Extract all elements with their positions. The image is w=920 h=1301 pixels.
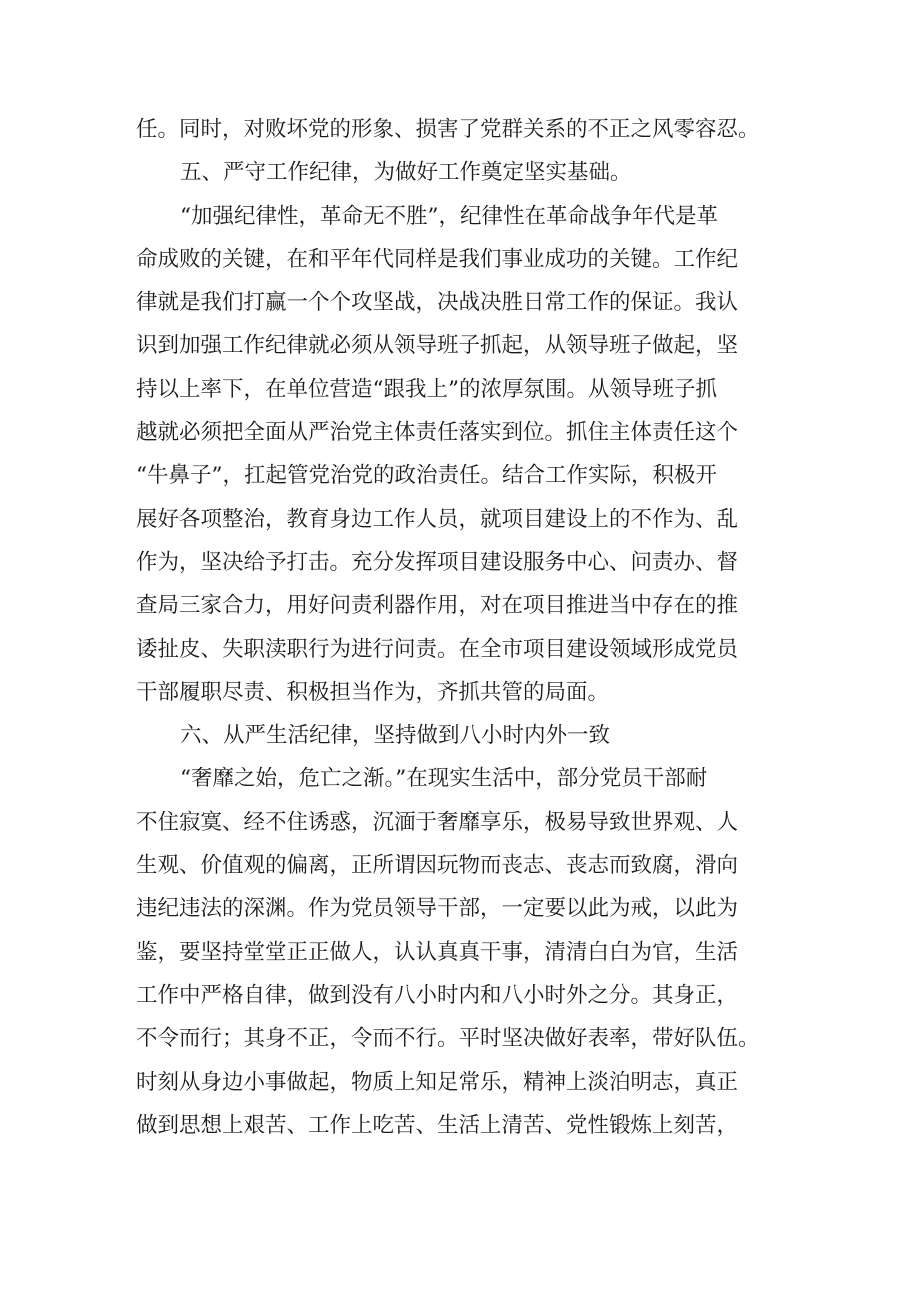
paragraph-line: 工作中严格自律，做到没有八小时内和八小时外之分。其身正， <box>136 982 739 1008</box>
paragraph-line: 不令而行；其身不正，令而不行。平时坚决做好表率，带好队伍。 <box>136 1026 760 1052</box>
paragraph-line: 任。同时，对败坏党的形象、损害了党群关系的不正之风零容忍。 <box>136 117 760 142</box>
paragraph-line: “牛鼻子”，扛起管党治党的政治责任。结合工作实际，积极开 <box>136 463 717 489</box>
paragraph-line: 生观、价值观的偏离，正所谓因玩物而丧志、丧志而致腐，滑向 <box>136 853 739 879</box>
paragraph-line: 展好各项整治，教育身边工作人员，就项目建设上的不作为、乱 <box>136 506 739 532</box>
paragraph-line: 识到加强工作纪律就必须从领导班子抓起，从领导班子做起，坚 <box>136 333 739 359</box>
paragraph-line: 不住寂寞、经不住诱惑，沉湎于奢靡享乐，极易导致世界观、人 <box>136 809 739 835</box>
paragraph-line: 持以上率下，在单位营造“跟我上”的浓厚氛围。从领导班子抓 <box>136 376 717 402</box>
paragraph-line: 查局三家合力，用好问责利器作用，对在项目推进当中存在的推 <box>136 593 739 619</box>
paragraph-line: “加强纪律性，革命无不胜”，纪律性在革命战争年代是革 <box>180 203 718 229</box>
paragraph-line: 诿扯皮、失职渎职行为进行问责。在全市项目建设领域形成党员 <box>136 636 739 662</box>
document-body <box>136 108 796 1147</box>
paragraph-line: 干部履职尽责、积极担当作为，齐抓共管的局面。 <box>136 679 610 705</box>
paragraph-line: 违纪违法的深渊。作为党员领导干部，一定要以此为戒，以此为 <box>136 896 739 922</box>
paragraph-line: 越就必须把全面从严治党主体责任落实到位。抓住主体责任这个 <box>136 420 739 446</box>
paragraph-line: 律就是我们打赢一个个攻坚战，决战决胜日常工作的保证。我认 <box>136 290 739 316</box>
section-heading: 五、严守工作纪律，为做好工作奠定坚实基础。 <box>180 160 632 186</box>
paragraph-line: 时刻从身边小事做起，物质上知足常乐，精神上淡泊明志，真正 <box>136 1069 739 1095</box>
paragraph-line: “奢靡之始，危亡之渐。”在现实生活中，部分党员干部耐 <box>180 766 708 792</box>
paragraph-line: 作为，坚决给予打击。充分发挥项目建设服务中心、问责办、督 <box>136 549 739 575</box>
paragraph-line: 命成败的关键，在和平年代同样是我们事业成功的关键。工作纪 <box>136 246 739 272</box>
paragraph-line: 鉴，要坚持堂堂正正做人，认认真真干事，清清白白为官，生活 <box>136 939 739 965</box>
section-heading: 六、从严生活纪律，坚持做到八小时内外一致 <box>180 723 611 749</box>
paragraph-line: 做到思想上艰苦、工作上吃苦、生活上清苦、党性锻炼上刻苦， <box>136 1112 739 1138</box>
